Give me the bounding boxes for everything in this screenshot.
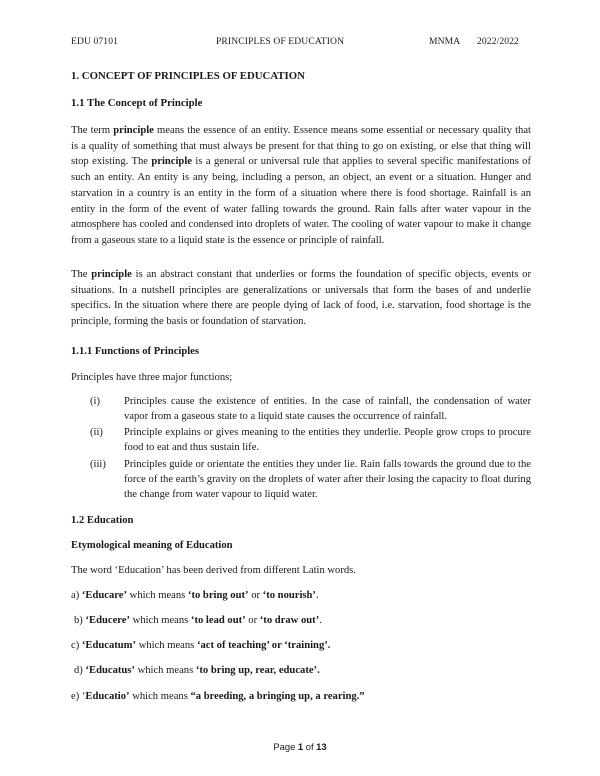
etymology-item: d) ‘Educatus’ which means ‘to bring up, rear, educate’. [74, 665, 320, 676]
etymology-item: b) ‘Educere’ which means ‘to lead out’ or ‘to draw out’. [74, 615, 322, 626]
etymology-item: e) ‘Educatio’ which means “a breeding, a bringing up, a rearing.” [71, 691, 365, 702]
section-heading: 1. CONCEPT OF PRINCIPLES OF EDUCATION [71, 70, 305, 82]
list-item [90, 395, 531, 425]
etymology-item: a) ‘Educare’ which means ‘to bring out’ or ‘to nourish’. [71, 590, 319, 601]
etymology-intro: The word ‘Education’ has been derived from different Latin words. [71, 565, 356, 576]
list-item-number: (ii) [90, 427, 103, 438]
page-number-footer: Page 1 of 13 [273, 741, 327, 752]
header-course-title: PRINCIPLES OF EDUCATION [216, 36, 345, 47]
header-year: 2022/2022 [477, 36, 519, 47]
paragraph-concept: The term principle means the essence of an entity. Essence means some essential or necessary quality that is a quality of something that must always be present for that thing to go on existing, or else that thing will stop existing. The principle is a general or universal rule that applies to several specific manifestations of such an entity. An entity is any being, including a person, an object, an event or a situation. Hunger and starvation in a country is an entity in the form of a situation where there is food shortage. Rainfall is an entity in the form of the event of water falling towards the ground. Rain falls after water vapour in the atmosphere has cooled and condensed into droplets of water. The cooling of water vapour to make it change from a gaseous state to a liquid state is the essence or principle of rainfall. [71, 125, 532, 246]
list-item-text: Principles cause the existence of entities. In the case of rainfall, the condensation of water vapor from a gaseous state to a liquid state causes the occurrence of rainfall. [124, 396, 531, 422]
list-item-text: Principles guide or orientate the entities they under lie. Rain falls towards the ground due to the force of the earth’s gravity on the droplets of water after their losing the capacity to float during the change from water vapour to liquid water. [124, 459, 531, 500]
list-item [90, 426, 531, 456]
functions-heading: 1.1.1 Functions of Principles [71, 346, 200, 357]
education-heading: 1.2 Education [71, 515, 134, 526]
subsection-heading: 1.1 The Concept of Principle [71, 97, 203, 109]
list-item-text: Principle explains or gives meaning to the entities they underlie. People grow crops to procure food to eat and thus sustain life. [124, 427, 531, 453]
list-item-number: (i) [90, 396, 100, 407]
header-author: MNMA [429, 36, 461, 47]
functions-intro: Principles have three major functions; [71, 372, 233, 383]
list-item-number: (iii) [90, 459, 106, 470]
header-course-code: EDU 07101 [71, 36, 118, 47]
paragraph-abstract-constant: The principle is an abstract constant that underlies or forms the foundation of specific objects, events or situations. In a nutshell principles are generalizations or universals that form the bases of and underlie specifics. In the situation where there are people dying of lack of food, i.e. starvation, food shortage is the principle, forming the basis or foundation of starvation. [71, 269, 531, 328]
etymology-heading: Etymological meaning of Education [71, 540, 233, 551]
list-item [90, 458, 531, 502]
etymology-item: c) ‘Educatum’ which means ‘act of teaching’ or ‘training’. [71, 640, 331, 651]
